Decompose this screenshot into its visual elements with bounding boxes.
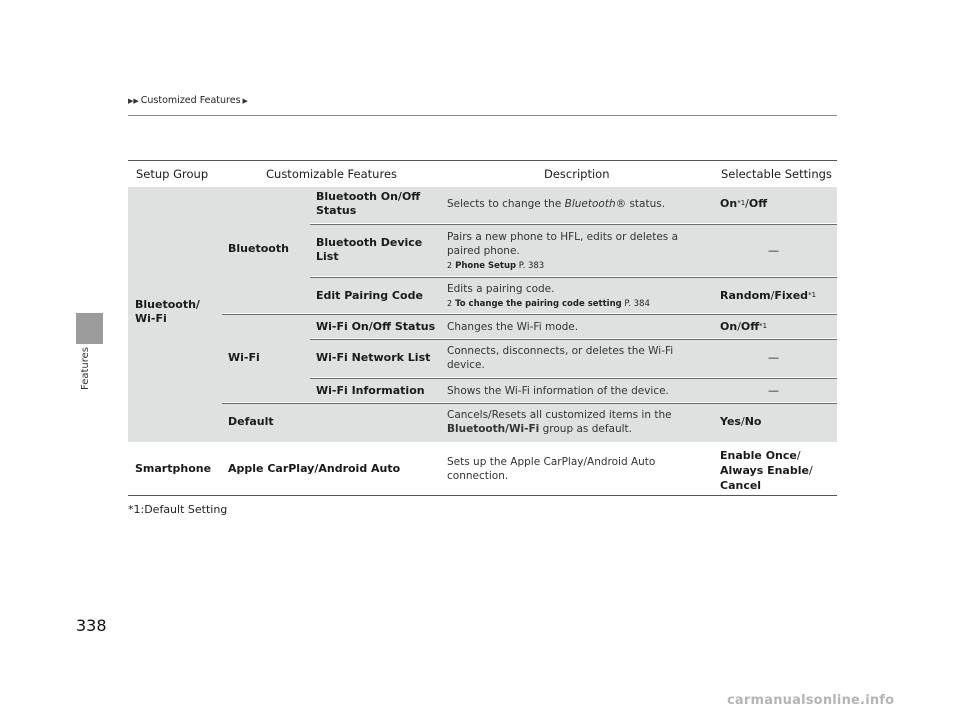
section-label: Features [80,347,91,390]
reference-arrow-icon: 2 [447,261,453,270]
table-row-setting: Enable Once/ Always Enable/ Cancel [720,449,813,492]
table-row-feature: Bluetooth On/Off Status [316,190,421,217]
table-row-description: Changes the Wi-Fi mode. [447,321,579,333]
col-customizable-features: Customizable Features [266,167,398,181]
table-row-setting: — [768,244,779,257]
table-row-feature: Wi-Fi Network List [316,351,431,364]
table-header [128,160,837,188]
row-divider [310,339,837,340]
row-divider [310,378,837,379]
table-row-description: Sets up the Apple CarPlay/Android Auto connection. [447,456,656,482]
header-rule [128,115,837,116]
row-divider [310,224,837,225]
cross-reference-link[interactable]: 2 To change the pairing code setting P. 384 [447,299,650,309]
table-row-setting: On$^{*1}$/Off [720,197,768,210]
row-divider [222,314,837,315]
subgroup-bluetooth: Bluetooth [228,242,289,255]
table-row-setting: — [768,384,779,397]
table-row-feature: Wi-Fi Information [316,384,425,397]
table-row-setting: — [768,351,779,364]
table-row-description: Edits a pairing code. 2 To change the pairing code setting P. 384 [447,282,712,311]
cross-reference-link[interactable]: 2 Phone Setup P. 383 [447,261,545,271]
col-selectable-settings: Selectable Settings [721,167,832,181]
table-row-feature: Bluetooth Device List [316,236,423,263]
table-row-description: Pairs a new phone to HFL, edits or deletes a paired phone. 2 Phone Setup P. 383 [447,230,712,273]
col-description: Description [544,167,610,181]
watermark: carmanualsonline.info [727,693,895,708]
table-row-feature: Apple CarPlay/Android Auto [228,462,401,475]
row-divider [222,403,837,404]
table-row-feature: Wi-Fi On/Off Status [316,320,436,333]
reference-arrow-icon: 2 [447,299,453,308]
table-row-description: Shows the Wi-Fi information of the device. [447,385,669,397]
table-row-setting: Random/Fixed$^{*1}$ [720,289,817,302]
table-row-description: Cancels/Resets all customized items in the Bluetooth/Wi-Fi group as default. [447,409,672,435]
section-tab [76,313,103,344]
table-row-description: Connects, disconnects, or deletes the Wi-Fi device. [447,345,674,371]
table-row-setting: Yes/No [720,415,762,428]
row-divider [310,277,837,278]
table-row-feature: Default [228,415,274,428]
group-bt-wifi: Bluetooth/ Wi-Fi [135,298,200,325]
footnote: *1:Default Setting [128,503,228,516]
arrow-icon: ▶ [242,96,248,105]
table-row-feature: Edit Pairing Code [316,289,423,302]
subgroup-wifi: Wi-Fi [228,351,260,364]
col-setup-group: Setup Group [136,167,209,181]
table-bottom-rule [128,495,837,496]
group-smartphone: Smartphone [135,462,212,475]
breadcrumb [128,95,248,106]
double-arrow-icon: ▶▶ [128,96,139,105]
table-row-description: Selects to change the Bluetooth® status. [447,198,666,210]
table-row-setting: On/Off$^{*1}$ [720,320,768,333]
breadcrumb-title[interactable]: Customized Features [140,95,241,106]
page-number: 338 [76,616,107,635]
